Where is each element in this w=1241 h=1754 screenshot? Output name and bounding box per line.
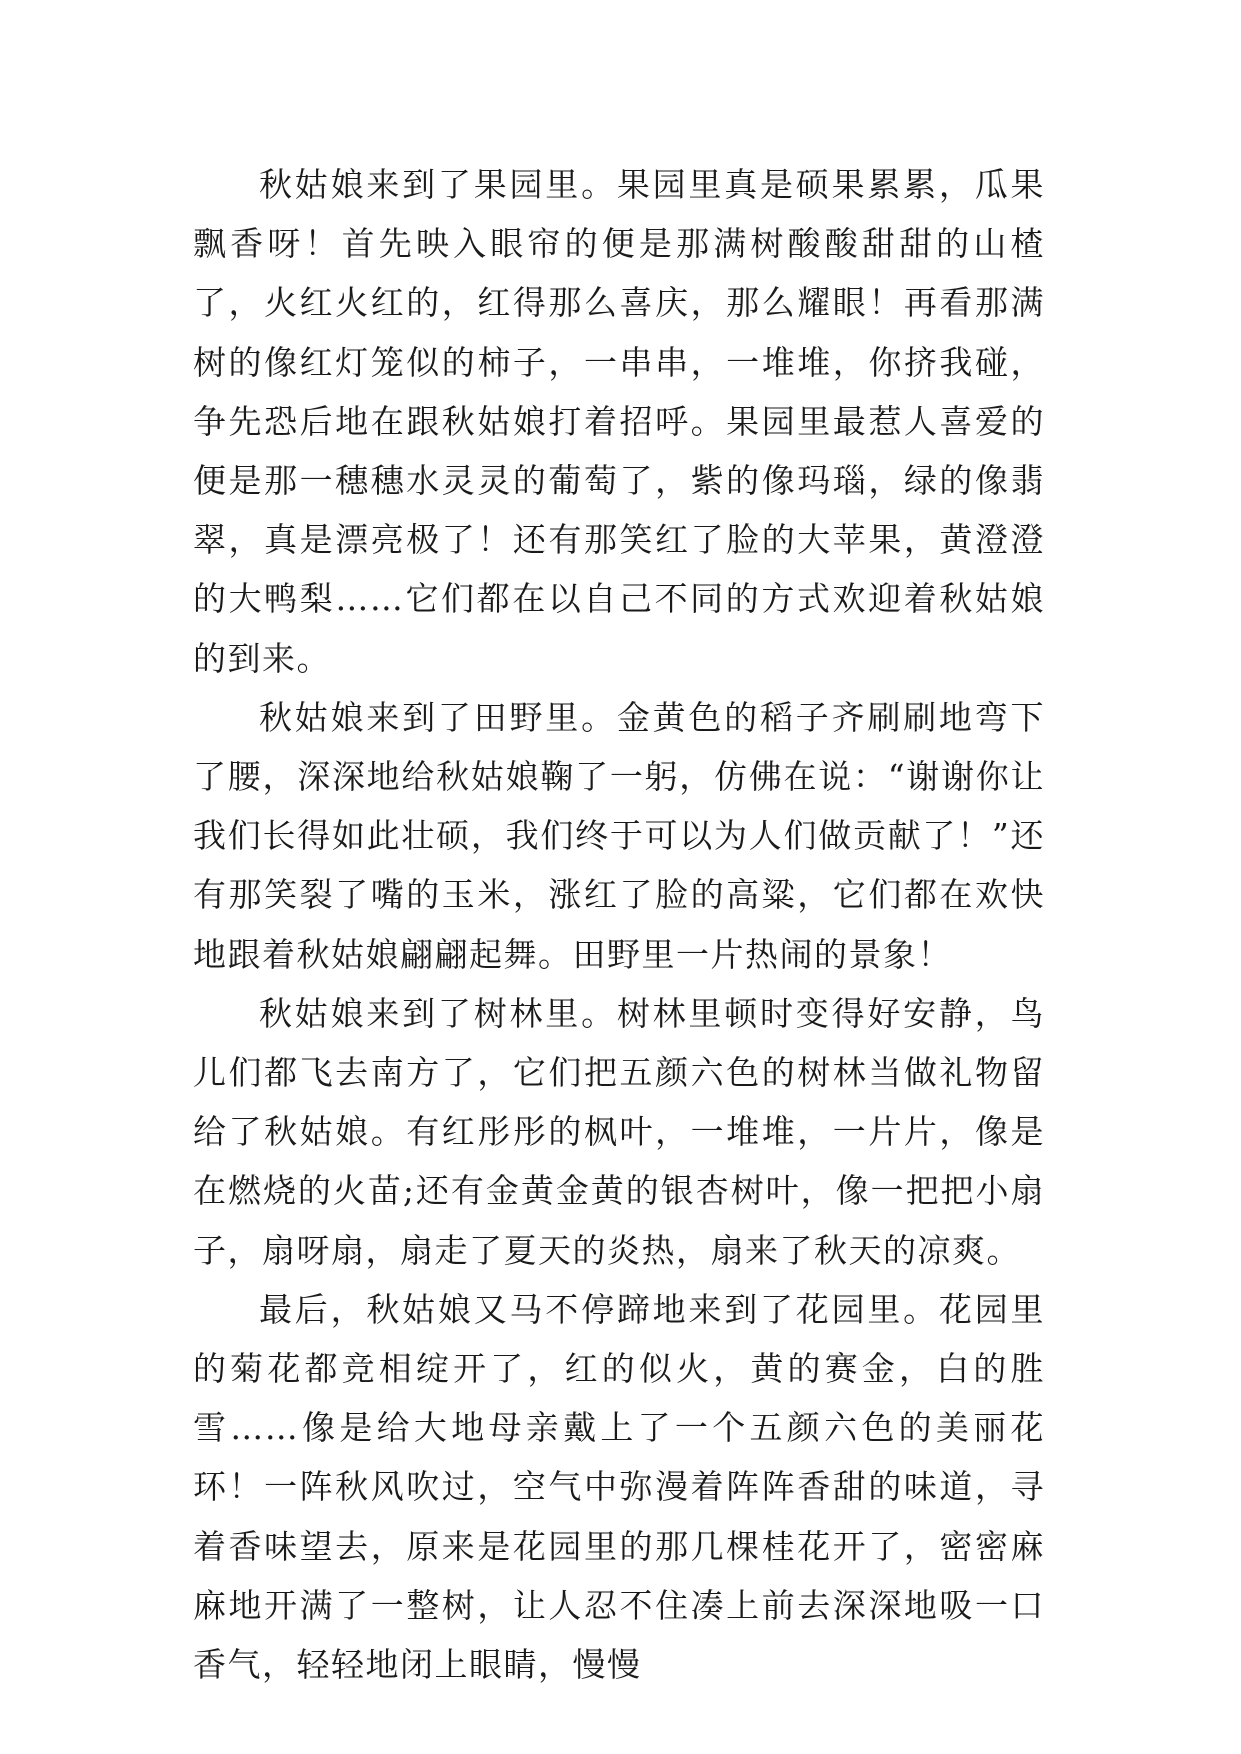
paragraph-orchard: 秋姑娘来到了果园里。果园里真是硕果累累，瓜果飘香呀！首先映入眼帘的便是那满树酸酸甜甜的山楂了，火红火红的，红得那么喜庆，那么耀眼！再看那满树的像红灯笼似的柿子，一串串，一堆堆，你挤我碰，争先恐后地在跟秋姑娘打着招呼。果园里最惹人喜爱的便是那一穗穗水灵灵的葡萄了，紫的像玛瑙，绿的像翡翠，真是漂亮极了！还有那笑红了脸的大苹果，黄澄澄的大鸭梨……它们都在以自己不同的方式欢迎着秋姑娘的到来。 <box>193 165 1045 678</box>
paragraph-field: 秋姑娘来到了田野里。金黄色的稻子齐刷刷地弯下了腰，深深地给秋姑娘鞠了一躬，仿佛在说：“谢谢你让我们长得如此壮硕，我们终于可以为人们做贡献了！”还有那笑裂了嘴的玉米，涨红了脸的高粱，它们都在欢快地跟着秋姑娘翩翩起舞。田野里一片热闹的景象！ <box>193 697 1045 974</box>
paragraph-forest: 秋姑娘来到了树林里。树林里顿时变得好安静，鸟儿们都飞去南方了，它们把五颜六色的树林当做礼物留给了秋姑娘。有红彤彤的枫叶，一堆堆，一片片，像是在燃烧的火苗;还有金黄金黄的银杏树叶，像一把把小扇子，扇呀扇，扇走了夏天的炎热，扇来了秋天的凉爽。 <box>193 993 1045 1270</box>
document-body <box>193 155 1045 1694</box>
paragraph-garden: 最后，秋姑娘又马不停蹄地来到了花园里。花园里的菊花都竞相绽开了，红的似火，黄的赛金，白的胜雪……像是给大地母亲戴上了一个五颜六色的美丽花环！一阵秋风吹过，空气中弥漫着阵阵香甜的味道，寻着香味望去，原来是花园里的那几棵桂花开了，密密麻麻地开满了一整树，让人忍不住凑上前去深深地吸一口香气，轻轻地闭上眼睛，慢慢 <box>193 1289 1045 1685</box>
